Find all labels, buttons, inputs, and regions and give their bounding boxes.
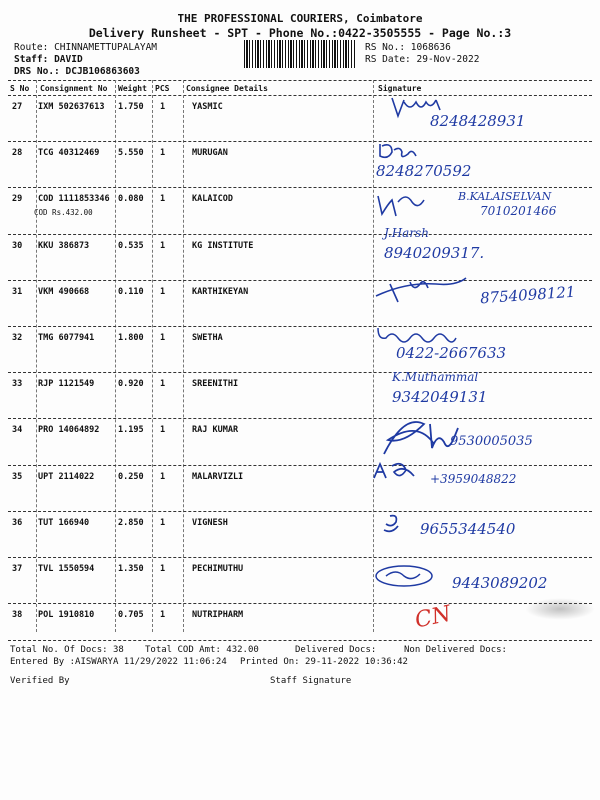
column-divider	[183, 80, 184, 632]
signature-name: J.Harsh	[384, 226, 429, 240]
total-cod-label: Total COD Amt:	[145, 645, 221, 655]
total-docs-value: 38	[112, 645, 124, 655]
row-consignee: KARTHIKEYAN	[192, 286, 249, 297]
row-sno: 37	[12, 564, 23, 574]
row-consignee: VIGNESH	[192, 517, 228, 528]
row-pcs: 1	[160, 610, 166, 621]
col-header-consignee: Consignee Details	[186, 84, 268, 93]
row-consignee: MALARVIZLI	[192, 471, 244, 482]
drs-value: DCJB106863603	[65, 66, 140, 77]
signature-35	[370, 456, 595, 502]
row-sno: 29	[12, 194, 23, 205]
row-consignment-no: TVL 1550594	[38, 564, 95, 574]
signature-phone: 7010201466	[480, 204, 557, 218]
row-weight: 0.250	[118, 471, 144, 482]
row-sno: 31	[12, 286, 23, 297]
row-consignee: RAJ KUMAR	[192, 425, 239, 436]
row-pcs: 1	[160, 471, 166, 482]
row-sno: 33	[12, 379, 23, 390]
col-header-signature: Signature	[378, 84, 422, 93]
signature-phone: 9530005035	[450, 434, 533, 449]
delivered-docs-label: Delivered Docs:	[295, 645, 377, 655]
total-cod-value: 432.00	[226, 645, 259, 655]
signature-phone: 8248428931	[430, 112, 526, 130]
row-pcs: 1	[160, 148, 166, 159]
row-consignment-no: TCG 40312469	[38, 148, 100, 159]
row-weight: 0.080	[118, 194, 144, 205]
col-header-weight: Weight	[118, 84, 147, 93]
col-header-consignment: Consignment No	[40, 84, 108, 93]
row-weight: 1.350	[118, 564, 144, 574]
row-weight: 1.750	[118, 102, 144, 112]
total-docs	[10, 645, 124, 655]
runsheet-title: Delivery Runsheet - SPT - Phone No.:0422-3505555 - Page No.:3	[88, 26, 512, 40]
ink-smudge	[525, 598, 595, 620]
row-weight: 5.550	[118, 148, 144, 159]
signature-phone: +3959048822	[430, 472, 517, 486]
signature-30	[370, 226, 595, 270]
row-consignee: KALAICOD	[192, 194, 233, 205]
staff-line	[14, 54, 83, 65]
printed-on: Printed On: 29-11-2022 10:36:42	[240, 657, 408, 667]
row-consignee: SREENITHI	[192, 379, 239, 390]
row-consignee: NUTRIPHARM	[192, 610, 244, 621]
signature-36	[370, 506, 595, 550]
entered-by: Entered By :AISWARYA 11/29/2022 11:06:24	[10, 657, 227, 667]
row-pcs: 1	[160, 379, 166, 390]
row-consignee: KG INSTITUTE	[192, 240, 254, 251]
row-pcs: 1	[160, 240, 166, 251]
rs-no-label: RS No.:	[365, 42, 406, 53]
total-cod	[145, 645, 259, 655]
route-value: CHINNAMETTUPALAYAM	[54, 42, 158, 53]
row-consignment-no: TMG 6077941	[38, 333, 95, 343]
row-consignment-no: TUT 166940	[38, 517, 90, 528]
total-docs-label: Total No. Of Docs:	[10, 645, 108, 655]
signature-29	[370, 188, 595, 228]
drs-line	[14, 66, 140, 77]
column-divider	[115, 80, 116, 632]
row-weight: 0.705	[118, 610, 144, 621]
signature-phone: 8940209317.	[384, 244, 485, 262]
barcode	[244, 40, 356, 68]
cn-handwritten-mark: CN	[412, 601, 454, 634]
non-delivered-docs-label: Non Delivered Docs:	[404, 645, 507, 655]
row-cod-amount: COD Rs.432.00	[34, 208, 93, 218]
row-pcs: 1	[160, 286, 166, 297]
staff-signature: Staff Signature	[270, 676, 352, 686]
row-sno: 35	[12, 471, 23, 482]
company-name: THE PROFESSIONAL COURIERS, Coimbatore	[177, 12, 423, 25]
drs-label: DRS No.:	[14, 66, 60, 77]
signature-phone: 9443089202	[452, 574, 548, 592]
col-header-pcs: PCS	[155, 84, 170, 93]
signature-32	[370, 320, 595, 364]
row-consignment-no: PRO 14064892	[38, 425, 100, 436]
signature-31	[370, 274, 595, 318]
rs-date-label: RS Date:	[365, 54, 411, 65]
signature-28	[370, 140, 595, 186]
row-consignee: YASMIC	[192, 102, 223, 112]
row-pcs: 1	[160, 102, 166, 112]
column-divider	[36, 80, 37, 632]
row-consignment-no: POL 1910810	[38, 610, 95, 621]
row-sno: 28	[12, 148, 23, 159]
rs-date-value: 29-Nov-2022	[416, 54, 480, 65]
column-divider	[152, 80, 153, 632]
row-pcs: 1	[160, 564, 166, 574]
staff-value: DAVID	[54, 54, 83, 65]
table-top-rule	[8, 80, 592, 81]
signature-phone: 9342049131	[392, 388, 488, 406]
row-consignment-no: IXM 502637613	[38, 102, 105, 112]
route-label: Route:	[14, 42, 49, 53]
rs-date-line	[365, 54, 479, 65]
route-line	[14, 42, 157, 53]
row-weight: 1.195	[118, 425, 144, 436]
row-sno: 36	[12, 517, 23, 528]
row-pcs: 1	[160, 194, 166, 205]
row-consignment-no: UPT 2114022	[38, 471, 95, 482]
signature-37	[370, 558, 595, 602]
row-sno: 38	[12, 610, 23, 621]
staff-label: Staff:	[14, 54, 49, 65]
row-consignee: MURUGAN	[192, 148, 228, 159]
signature-33	[370, 368, 595, 412]
rs-no-value: 1068636	[410, 42, 451, 53]
signature-34	[370, 414, 595, 462]
signature-phone: 8754098121	[479, 282, 576, 308]
row-consignee: PECHIMUTHU	[192, 564, 244, 574]
rs-no-line	[365, 42, 451, 53]
signature-27	[370, 92, 595, 138]
row-pcs: 1	[160, 425, 166, 436]
signature-phone: 8248270592	[376, 162, 472, 180]
row-pcs: 1	[160, 517, 166, 528]
verified-by: Verified By	[10, 676, 70, 686]
signature-phone: 9655344540	[420, 520, 516, 538]
signature-phone: 0422-2667633	[396, 344, 507, 362]
row-weight: 0.920	[118, 379, 144, 390]
row-sno: 30	[12, 240, 23, 251]
row-consignment-no: VKM 490668	[38, 286, 90, 297]
row-weight: 1.800	[118, 333, 144, 343]
signature-name: K.Muthammal	[392, 370, 479, 384]
row-sno: 34	[12, 425, 23, 436]
signature-name: B.KALAISELVAN	[458, 190, 552, 203]
row-weight: 0.110	[118, 286, 144, 297]
row-pcs: 1	[160, 333, 166, 343]
row-weight: 0.535	[118, 240, 144, 251]
row-weight: 2.850	[118, 517, 144, 528]
row-consignment-no: RJP 1121549	[38, 379, 95, 390]
row-consignee: SWETHA	[192, 333, 223, 343]
col-header-sno: S No	[10, 84, 30, 93]
row-sno: 27	[12, 102, 23, 112]
row-consignment-no: COD 1111853346	[38, 194, 110, 205]
row-sno: 32	[12, 333, 23, 343]
footer-rule	[8, 640, 592, 641]
row-divider	[8, 603, 592, 604]
row-consignment-no: KKU 386873	[38, 240, 90, 251]
